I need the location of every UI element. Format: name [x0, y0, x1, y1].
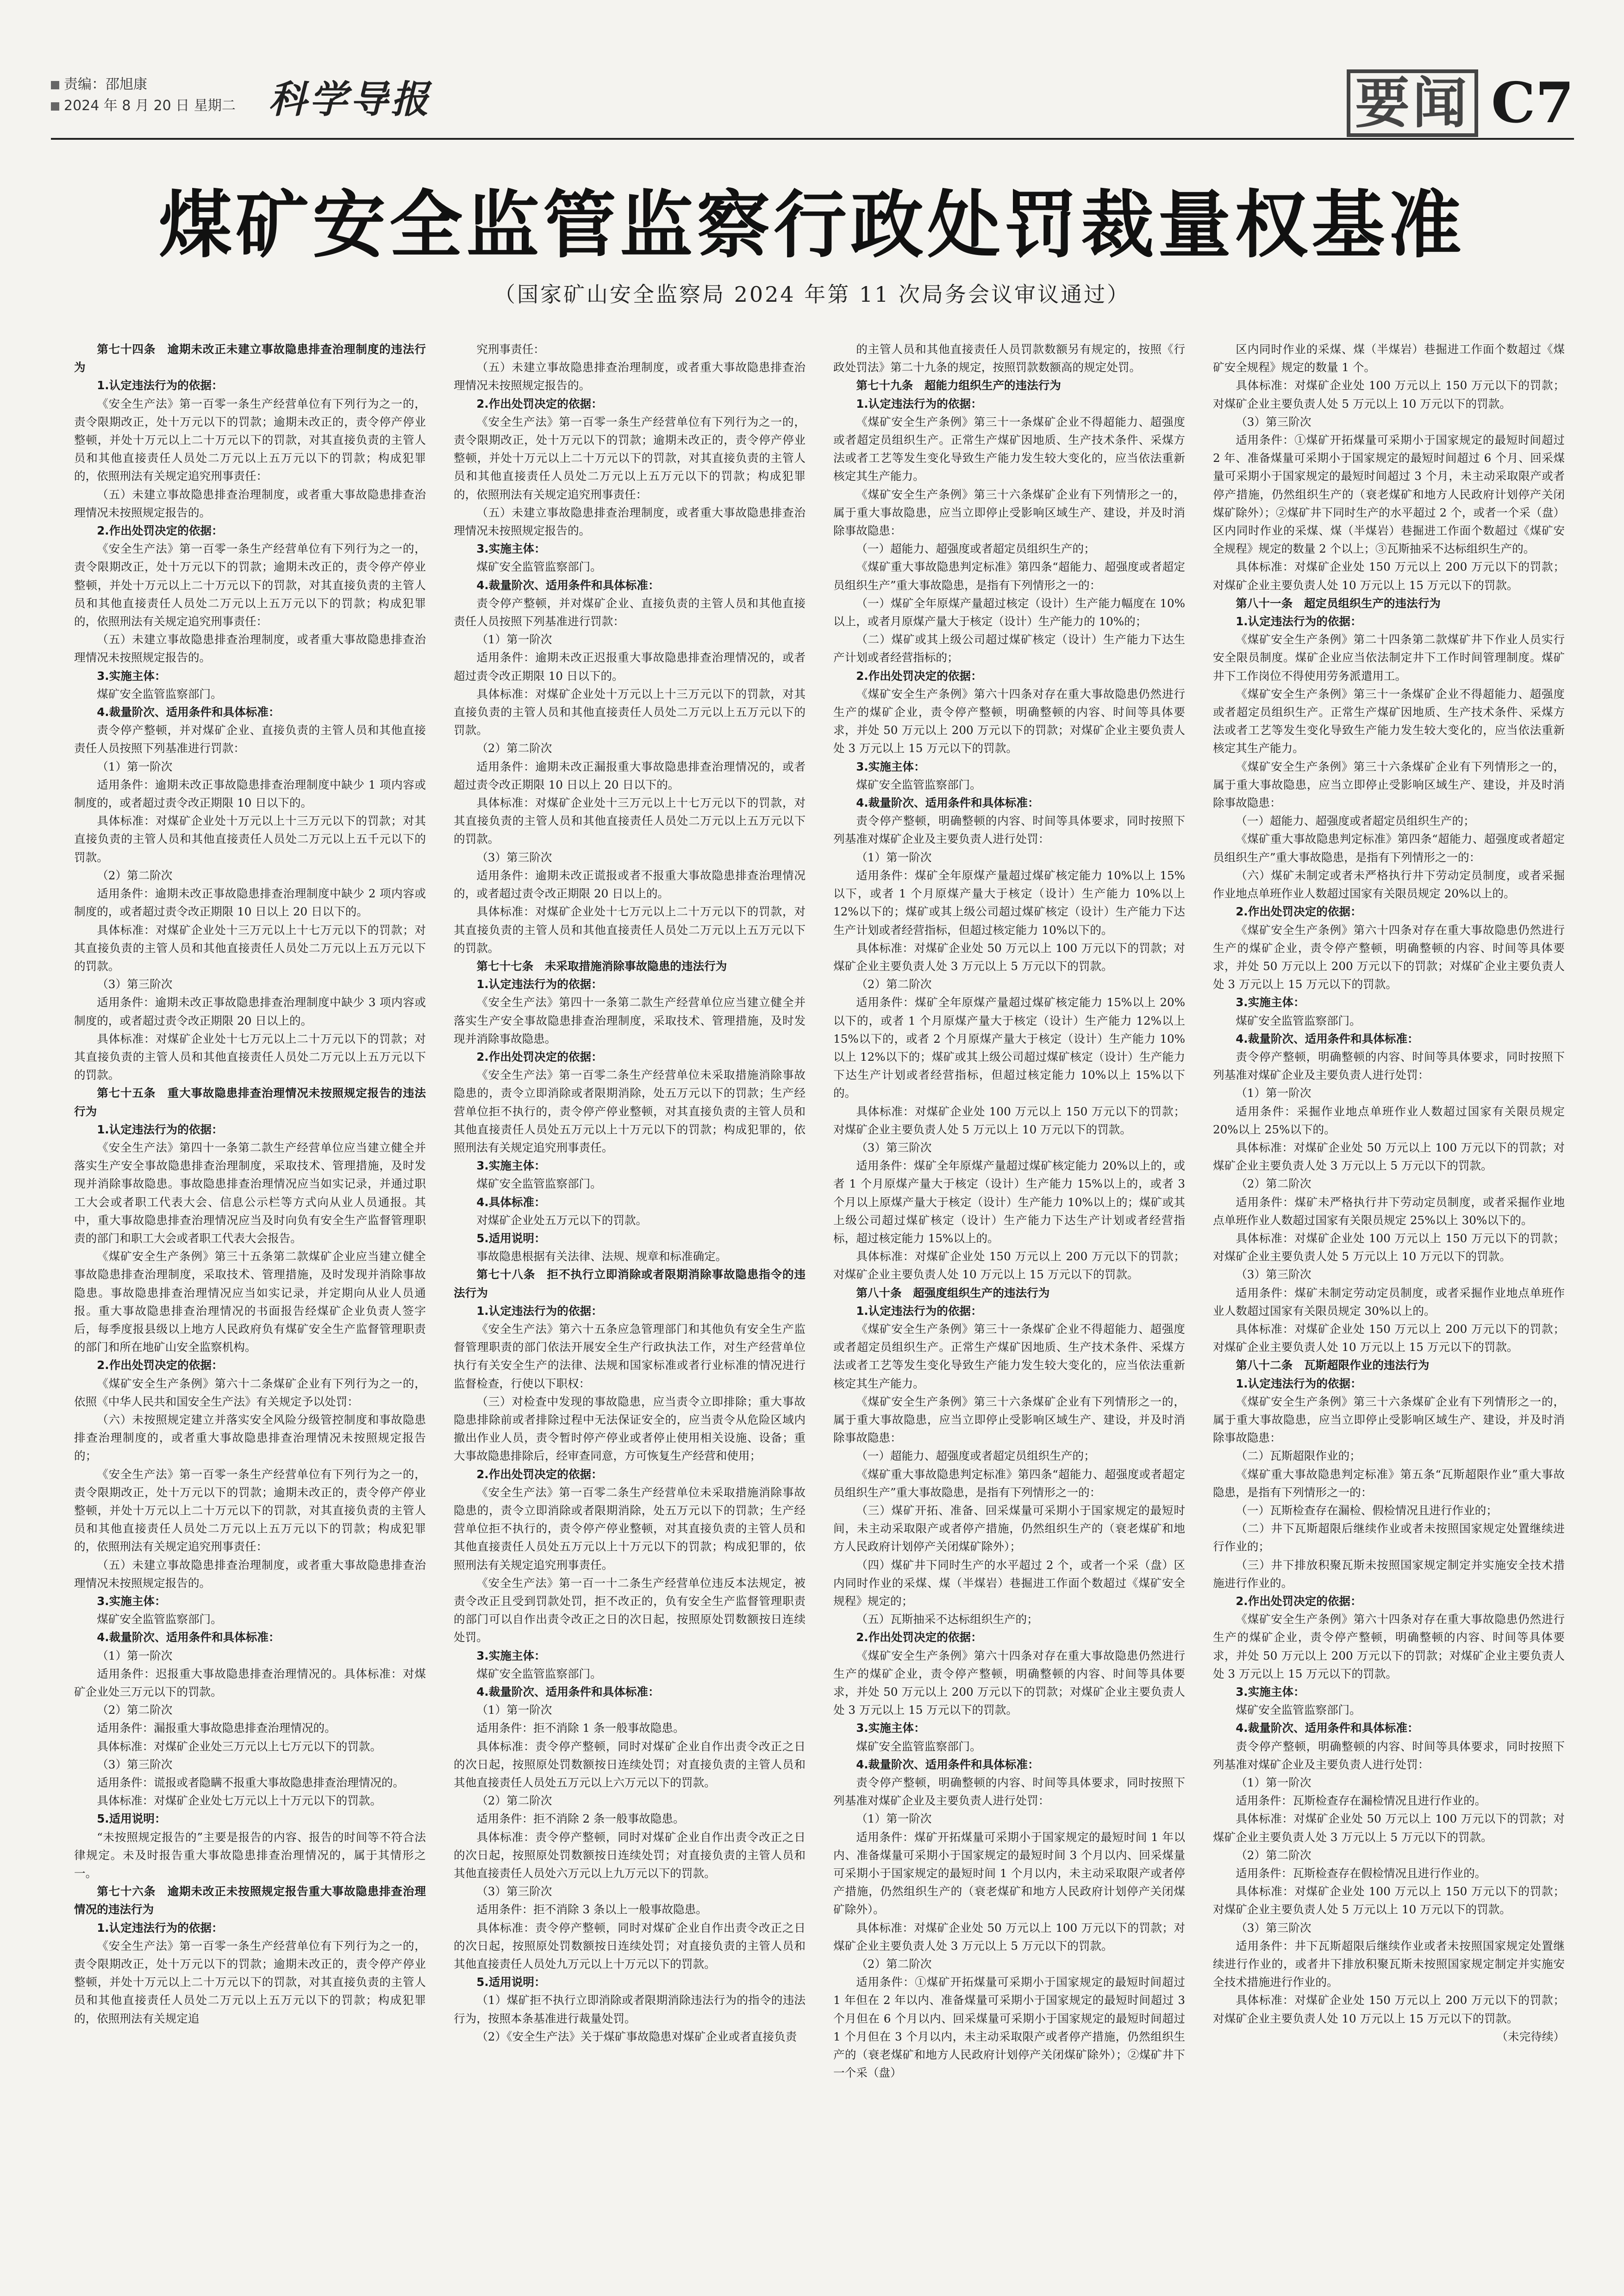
body-paragraph: 事故隐患根据有关法律、法规、规章和标准确定。: [476, 1250, 727, 1263]
body-paragraph: 《煤矿安全生产条例》第三十一条煤矿企业不得超能力、超强度或者超定员组织生产。正常生产煤矿因地质、生产技术条件、采煤方法或者工艺等发生变化导致生产能力发生较大变化的，应当依法重新核定其生产能力。: [833, 1322, 1185, 1390]
body-paragraph: （1）第一阶次: [97, 1649, 173, 1662]
body-paragraph: （1）第一阶次: [856, 1812, 932, 1826]
clause-subheading: 4.裁量阶次、适用条件和具体标准：: [856, 1757, 1039, 1771]
body-paragraph: 适用条件：井下瓦斯超限后继续作业或者未按照国家规定处置继续进行作业的，或者井下排放积聚瓦斯未按照国家规定制定并实施安全技术措施进行作业的。: [1213, 1939, 1565, 1989]
body-paragraph: （2）第二阶次: [476, 741, 552, 755]
body-paragraph: （1）第一阶次: [476, 633, 552, 647]
article-heading: 第八十一条 超定员组织生产的违法行为: [1236, 596, 1441, 610]
body-paragraph: 适用条件：煤矿未制定劳动定员制度，或者采掘作业地点单班作业人数超过国家有关限员规定 30%以上的。: [1213, 1286, 1565, 1318]
clause-subheading: 3.实施主体：: [856, 759, 925, 773]
clause-subheading: 3.实施主体：: [476, 1159, 546, 1173]
clause-subheading: 5.适用说明：: [476, 1975, 546, 1989]
body-paragraph: 具体标准：责令停产整顿，同时对煤矿企业自作出责令改正之日的次日起，按照原处罚数额按日连续处罚；对直接负责的主管人员和其他直接责任人员处五万元以上六万元以下的罚款。: [454, 1739, 806, 1790]
body-paragraph: （五）未建立事故隐患排查治理制度，或者重大事故隐患排查治理情况未按照规定报告的。: [74, 1558, 426, 1590]
article-body: [74, 340, 1565, 2265]
date-line: [51, 95, 236, 117]
body-paragraph: 具体标准：对煤矿企业处 100 万元以上 150 万元以下的罚款；对煤矿企业主要负责人处 5 万元以上 10 万元以下的罚款。: [1213, 1231, 1565, 1263]
body-paragraph: 责令停产整顿，明确整顿的内容、时间等具体要求，同时按照下列基准对煤矿企业及主要负责人进行处罚：: [833, 1776, 1185, 1808]
body-paragraph: （五）瓦斯抽采不达标组织生产的；: [856, 1612, 1038, 1626]
body-paragraph: （2）第二阶次: [97, 868, 173, 882]
body-paragraph: 具体标准：对煤矿企业处十七万元以上二十万元以下的罚款，对其直接负责的主管人员和其他直接责任人员处二万元以上五万元以下的罚款。: [454, 905, 806, 955]
body-paragraph: （二）煤矿或其上级公司超过煤矿核定（设计）生产能力下达生产计划或者经营指标的；: [833, 633, 1185, 665]
date-text: 2024 年 8 月 20 日 星期二: [64, 98, 236, 114]
article-subtitle: （国家矿山安全监察局 2024 年第 11 次局务会议审议通过）: [493, 282, 1131, 307]
body-paragraph: 对煤矿企业处五万元以下的罚款。: [476, 1213, 648, 1227]
clause-subheading: 2.作出处罚决定的依据：: [856, 1630, 982, 1644]
clause-subheading: 1.认定违法行为的依据：: [1236, 1376, 1362, 1390]
body-paragraph: （1）第一阶次: [1236, 1776, 1312, 1790]
body-paragraph: 具体标准：对煤矿企业处十万元以上十三万元以下的罚款，对其直接负责的主管人员和其他直接责任人员处二万元以上五万元以下的罚款。: [454, 687, 806, 737]
body-paragraph: 《安全生产法》第一百零一条生产经营单位有下列行为之一的，责令限期改正，处十万元以下的罚款；逾期未改正的，责令停产停业整顿，并处十万元以上二十万元以下的罚款，对其直接负责的主管人员和其他直接责任人员处二万元以上五万元以下的罚款；构成犯罪的，依照刑法有关规定追究刑事责任：: [74, 1467, 426, 1554]
body-paragraph: 适用条件：采掘作业地点单班作业人数超过国家有关限员规定 20%以上 25%以下的。: [1213, 1104, 1565, 1136]
clause-subheading: 4.裁量阶次、适用条件和具体标准：: [97, 1630, 280, 1644]
body-paragraph: （一）超能力、超强度或者超定员组织生产的；: [1236, 814, 1475, 828]
clause-subheading: 4.裁量阶次、适用条件和具体标准：: [1236, 1721, 1419, 1735]
clause-subheading: 1.认定违法行为的依据：: [856, 1304, 982, 1318]
body-paragraph: 《安全生产法》第一百零二条生产经营单位未采取措施消除事故隐患的，责令立即消除或者限期消除，处五万元以下的罚款；生产经营单位拒不执行的，责令停产停业整顿，对其直接负责的主管人员和其他直接责任人员处五万元以上十万元以下的罚款；构成犯罪的，依照刑法有关规定追究刑事责任。: [454, 1485, 806, 1572]
body-paragraph: （3）第三阶次: [97, 1757, 173, 1771]
article-heading: 第七十七条 未采取措施消除事故隐患的违法行为: [476, 959, 727, 973]
body-paragraph: 《安全生产法》第一百零一条生产经营单位有下列行为之一的，责令限期改正，处十万元以下的罚款；逾期未改正的，责令停产停业整顿，并处十万元以上二十万元以下的罚款，对其直接负责的主管人员和其他直接责任人员处二万元以上五万元以下的罚款；构成犯罪的，依照刑法有关规定追究刑事责任：: [454, 415, 806, 501]
body-paragraph: 煤矿安全监管监察部门。: [1236, 1703, 1361, 1717]
body-paragraph: 具体标准：对煤矿企业处 150 万元以上 200 万元以下的罚款；对煤矿企业主要负责人处 10 万元以上 15 万元以下的罚款。: [1213, 1993, 1565, 2025]
body-paragraph: 适用条件：①煤矿开拓煤量可采期小于国家规定的最短时间超过 2 年、准备煤量可采期小于国家规定的最短时间超过 6 个月、回采煤量可采期小于国家规定的最短时间超过 3 个月，未主动采取限产或者停产措施，仍然组织生产的（衰老煤矿和地方人民政府计划停产关闭煤矿除外）；②煤矿井下同时生产的水平超过 2 个，或者一个采（盘）区内同时作业的采煤、煤（半煤岩）巷掘进工作面个数超过《煤矿安全规程》规定的数量 2 个以上；③瓦斯抽采不达标组织生产的。: [1213, 433, 1565, 556]
body-paragraph: 具体标准：对煤矿企业处 150 万元以上 200 万元以下的罚款；对煤矿企业主要负责人处 10 万元以上 15 万元以下的罚款。: [1213, 1322, 1565, 1354]
clause-subheading: 2.作出处罚决定的依据：: [476, 1467, 603, 1481]
body-paragraph: （五）未建立事故隐患排查治理制度，或者重大事故隐患排查治理情况未按照规定报告的。: [454, 505, 806, 538]
page-header: [51, 69, 1574, 139]
body-paragraph: 责令停产整顿，并对煤矿企业、直接负责的主管人员和其他直接责任人员按照下列基准进行罚款：: [74, 723, 426, 755]
body-paragraph: 《煤矿安全生产条例》第三十一条煤矿企业不得超能力、超强度或者超定员组织生产。正常生产煤矿因地质、生产技术条件、采煤方法或者工艺等发生变化导致生产能力发生较大变化的，应当依法重新核定其生产能力。: [833, 415, 1185, 483]
article-heading: 第八十二条 瓦斯超限作业的违法行为: [1236, 1358, 1430, 1372]
body-paragraph: 具体标准：对煤矿企业处 100 万元以上 150 万元以下的罚款；对煤矿企业主要负责人处 5 万元以上 10 万元以下的罚款。: [833, 1104, 1185, 1136]
body-paragraph: 具体标准：对煤矿企业处 50 万元以上 100 万元以下的罚款；对煤矿企业主要负责人处 3 万元以上 5 万元以下的罚款。: [833, 941, 1185, 973]
body-paragraph: 具体标准：对煤矿企业处七万元以上十万元以下的罚款。: [97, 1794, 382, 1808]
body-paragraph: 具体标准：对煤矿企业处十三万元以上十七万元以下的罚款，对其直接负责的主管人员和其他直接责任人员处二万元以上五万元以下的罚款。: [454, 796, 806, 846]
body-paragraph: 《煤矿安全生产条例》第二十四条第二款煤矿井下作业人员实行安全限员制度。煤矿企业应当依法制定井下工作时间管理制度。煤矿井下工作岗位不得使用劳务派遣用工。: [1213, 633, 1565, 683]
body-paragraph: 《煤矿安全生产条例》第六十二条煤矿企业有下列行为之一的，依照《中华人民共和国安全生产法》有关规定予以处罚：: [74, 1376, 426, 1408]
body-paragraph: 具体标准：对煤矿企业处 150 万元以上 200 万元以下的罚款；对煤矿企业主要负责人处 10 万元以上 15 万元以下的罚款。: [1213, 560, 1565, 592]
body-paragraph: 《煤矿安全生产条例》第三十六条煤矿企业有下列情形之一的，属于重大事故隐患，应当立即停止受影响区域生产、建设，并及时消除事故隐患：: [833, 1394, 1185, 1445]
body-paragraph: （三）对检查中发现的事故隐患，应当责令立即排除；重大事故隐患排除前或者排除过程中无法保证安全的，应当责令从危险区域内撤出作业人员，责令暂时停产停业或者停止使用相关设施、设备；重大事故隐患排除后，经审查同意，方可恢复生产经营和使用；: [454, 1394, 806, 1463]
article-heading: 第七十九条 超能力组织生产的违法行为: [856, 379, 1061, 392]
body-paragraph: （1）第一阶次: [476, 1703, 552, 1717]
body-paragraph: 具体标准：对煤矿企业处 100 万元以上 150 万元以下的罚款；对煤矿企业主要负责人处 5 万元以上 10 万元以下的罚款。: [1213, 1885, 1565, 1916]
clause-subheading: 3.实施主体：: [97, 1594, 166, 1608]
body-paragraph: （二）井下瓦斯超限后继续作业或者未按照国家规定处置继续进行作业的；: [1213, 1522, 1565, 1554]
clause-subheading: 4.裁量阶次、适用条件和具体标准：: [856, 796, 1039, 810]
body-paragraph: 《煤矿安全生产条例》第六十四条对存在重大事故隐患仍然进行生产的煤矿企业，责令停产整顿，明确整顿的内容、时间等具体要求，并处 50 万元以上 200 万元以下的罚款；对煤矿企业主要负责人处 3 万元以上 15 万元以下的罚款。: [1213, 1612, 1565, 1680]
body-paragraph: 具体标准：对煤矿企业处三万元以上七万元以下的罚款。: [97, 1739, 382, 1753]
body-paragraph: 煤矿安全监管监察部门。: [476, 560, 602, 574]
clause-subheading: 1.认定违法行为的依据：: [1236, 615, 1362, 628]
body-paragraph: 《安全生产法》第四十一条第二款生产经营单位应当建立健全并落实生产安全事故隐患排查治理制度，采取技术、管理措施，及时发现并消除事故隐患。: [454, 996, 806, 1045]
article-heading: 第七十四条 逾期未改正未建立事故隐患排查治理制度的违法行为: [74, 342, 426, 374]
body-paragraph: 煤矿安全监管监察部门。: [476, 1667, 602, 1680]
clause-subheading: 3.实施主体：: [856, 1721, 925, 1735]
clause-subheading: 1.认定违法行为的依据：: [856, 397, 982, 411]
body-paragraph: （一）超能力、超强度或者超定员组织生产的；: [856, 1449, 1095, 1463]
body-paragraph: 适用条件：逾期未改正漏报重大事故隐患排查治理情况的，或者超过责令改正期限 10 日以上 20 日以下的。: [454, 759, 806, 791]
clause-subheading: 4.具体标准：: [476, 1195, 546, 1209]
body-paragraph: （五）未建立事故隐患排查治理制度，或者重大事故隐患排查治理情况未按照规定报告的。: [74, 633, 426, 665]
continued-note: （未完待续）: [1496, 2029, 1565, 2043]
clause-subheading: 4.裁量阶次、适用条件和具体标准：: [1236, 1032, 1419, 1045]
body-paragraph: 煤矿安全监管监察部门。: [97, 1612, 222, 1626]
clause-subheading: 2.作出处罚决定的依据：: [97, 524, 223, 538]
clause-subheading: 5.适用说明：: [476, 1231, 546, 1245]
body-paragraph: 《煤矿安全生产条例》第六十四条对存在重大事故隐患仍然进行生产的煤矿企业，责令停产整顿，明确整顿的内容、时间等具体要求，并处 50 万元以上 200 万元以下的罚款；对煤矿企业主要负责人处 3 万元以上 15 万元以下的罚款。: [833, 687, 1185, 755]
body-paragraph: 适用条件：谎报或者隐瞒不报重大事故隐患排查治理情况的。: [97, 1776, 405, 1790]
clause-subheading: 2.作出处罚决定的依据：: [1236, 905, 1362, 919]
body-paragraph: 《煤矿安全生产条例》第三十六条煤矿企业有下列情形之一的，属于重大事故隐患，应当立即停止受影响区域生产、建设，并及时消除事故隐患：: [1213, 759, 1565, 810]
body-paragraph: 具体标准：责令停产整顿，同时对煤矿企业自作出责令改正之日的次日起，按照原处罚数额按日连续处罚；对直接负责的主管人员和其他直接责任人员处六万元以上九万元以下的罚款。: [454, 1830, 806, 1880]
body-paragraph: （2）第二阶次: [476, 1794, 552, 1808]
body-paragraph: （三）井下排放积聚瓦斯未按照国家规定制定并实施安全技术措施进行作业的。: [1213, 1558, 1565, 1590]
body-paragraph: 的主管人员和其他直接责任人员罚款数额另有规定的，按照《行政处罚法》第二十九条的规定，按照罚款数额高的规定处罚。: [833, 342, 1185, 374]
editor-line: [51, 74, 236, 95]
article-heading: 第七十八条 拒不执行立即消除或者限期消除事故隐患指令的违法行为: [454, 1268, 806, 1300]
body-paragraph: 《煤矿重大事故隐患判定标准》第四条“超能力、超强度或者超定员组织生产”重大事故隐患，是指有下列情形之一的：: [833, 1467, 1185, 1499]
clause-subheading: 3.实施主体：: [97, 669, 166, 683]
body-paragraph: 具体标准：对煤矿企业处 50 万元以上 100 万元以下的罚款；对煤矿企业主要负责人处 3 万元以上 5 万元以下的罚款。: [1213, 1140, 1565, 1173]
body-paragraph: 《安全生产法》第一百一十二条生产经营单位违反本法规定，被责令改正且受到罚款处罚，拒不改正的，负有安全生产监督管理职责的部门可以自作出责令改正之日的次日起，按照原处罚数额按日连续处罚。: [454, 1576, 806, 1644]
column-2: [454, 340, 806, 2265]
body-paragraph: 责令停产整顿，明确整顿的内容、时间等具体要求，同时按照下列基准对煤矿企业及主要负责人进行处罚：: [1213, 1739, 1565, 1771]
body-paragraph: 《煤矿重大事故隐患判定标准》第四条“超能力、超强度或者超定员组织生产”重大事故隐患，是指有下列情形之一的：: [833, 560, 1185, 592]
body-paragraph: （一）超能力、超强度或者超定员组织生产的；: [856, 542, 1095, 556]
body-paragraph: 《煤矿安全生产条例》第六十四条对存在重大事故隐患仍然进行生产的煤矿企业，责令停产整顿，明确整顿的内容、时间等具体要求，并处 50 万元以上 200 万元以下的罚款；对煤矿企业主要负责人处 3 万元以上 15 万元以下的罚款。: [1213, 923, 1565, 991]
clause-subheading: 3.实施主体：: [476, 542, 546, 556]
body-paragraph: 适用条件：逾期未改正谎报或者不报重大事故隐患排查治理情况的，或者超过责令改正期限 20 日以上的。: [454, 868, 806, 901]
body-paragraph: 具体标准：责令停产整顿，同时对煤矿企业自作出责令改正之日的次日起，按照原处罚数额按日连续处罚；对直接负责的主管人员和其他直接责任人员处九万元以上十万元以下的罚款。: [454, 1921, 806, 1971]
body-paragraph: 《煤矿安全生产条例》第三十一条煤矿企业不得超能力、超强度或者超定员组织生产。正常生产煤矿因地质、生产技术条件、采煤方法或者工艺等发生变化导致生产能力发生较大变化的，应当依法重新核定其生产能力。: [1213, 687, 1565, 755]
body-paragraph: 煤矿安全监管监察部门。: [476, 1177, 602, 1191]
square-bullet-icon: [51, 102, 59, 111]
body-paragraph: 适用条件：煤矿全年原煤产量超过煤矿核定能力 10%以上 15%以下，或者 1 个月原煤产量大于核定（设计）生产能力 10%以上 12%以下的；煤矿或其上级公司超过煤矿核定（设计）生产能力下达生产计划或者经营指标，但超过核定能力 10%以下的。: [833, 868, 1185, 937]
body-paragraph: 煤矿安全监管监察部门。: [856, 778, 981, 791]
body-paragraph: 《安全生产法》第一百零一条生产经营单位有下列行为之一的，责令限期改正，处十万元以下的罚款；逾期未改正的，责令停产停业整顿，并处十万元以上二十万元以下的罚款，对其直接负责的主管人员和其他直接责任人员处二万元以上五万元以下的罚款；构成犯罪的，依照刑法有关规定追究刑事责任：: [74, 397, 426, 483]
body-paragraph: 适用条件：逾期未改正事故隐患排查治理制度中缺少 1 项内容或制度的，或者超过责令改正期限 10 日以下的。: [74, 778, 426, 810]
body-paragraph: 适用条件：逾期未改正迟报重大事故隐患排查治理情况的，或者超过责令改正期限 10 日以下的。: [454, 651, 806, 683]
clause-subheading: 5.适用说明：: [97, 1812, 166, 1826]
body-paragraph: 究刑事责任：: [476, 342, 545, 356]
body-paragraph: （六）未按照规定建立并落实安全风险分级管控制度和事故隐患排查治理制度的，或者重大事故隐患排查治理情况未按照规定报告的；: [74, 1412, 426, 1463]
body-paragraph: （2）第二阶次: [1236, 1848, 1312, 1862]
body-paragraph: 《安全生产法》第四十一条第二款生产经营单位应当建立健全并落实生产安全事故隐患排查治理制度，采取技术、管理措施，及时发现并消除事故隐患。事故隐患排查治理情况应当如实记录，并通过职工大会或者职工代表大会、信息公示栏等方式向从业人员通报。其中，重大事故隐患排查治理情况应当及时向负有安全生产监督管理职责的部门和职工大会或者职工代表大会报告。: [74, 1140, 426, 1245]
body-paragraph: 《安全生产法》第一百零二条生产经营单位未采取措施消除事故隐患的，责令立即消除或者限期消除，处五万元以下的罚款；生产经营单位拒不执行的，责令停产停业整顿，对其直接负责的主管人员和其他直接责任人员处五万元以上十万元以下的罚款；构成犯罪的，依照刑法有关规定追究刑事责任。: [454, 1068, 806, 1154]
column-4: [1213, 340, 1565, 2265]
clause-subheading: 1.认定违法行为的依据：: [97, 379, 223, 392]
body-paragraph: 《煤矿重大事故隐患判定标准》第四条“超能力、超强度或者超定员组织生产”重大事故隐患，是指有下列情形之一的：: [1213, 832, 1565, 864]
body-paragraph: 适用条件：迟报重大事故隐患排查治理情况的。具体标准：对煤矿企业处三万元以下的罚款。: [74, 1667, 426, 1699]
body-paragraph: 《安全生产法》第一百零一条生产经营单位有下列行为之一的，责令限期改正，处十万元以下的罚款；逾期未改正的，责令停产停业整顿，并处十万元以上二十万元以下的罚款，对其直接负责的主管人员和其他直接责任人员处二万元以上五万元以下的罚款；构成犯罪的，依照刑法有关规定追: [74, 1939, 426, 2025]
clause-subheading: 1.认定违法行为的依据：: [476, 1304, 603, 1318]
article-title: 煤矿安全监管监察行政处罚裁量权基准: [159, 183, 1465, 268]
clause-subheading: 1.认定违法行为的依据：: [476, 977, 603, 991]
clause-subheading: 2.作出处罚决定的依据：: [476, 397, 603, 411]
body-paragraph: 《煤矿安全生产条例》第三十五条第二款煤矿企业应当建立健全事故隐患排查治理制度，采取技术、管理措施，及时发现并消除事故隐患。事故隐患排查治理情况应当如实记录，并定期向从业人员通报。重大事故隐患排查治理情况的书面报告经煤矿企业负责人签字后，每季度报县级以上地方人民政府负有煤矿安全生产监督管理职责的部门和所在地矿山安全监察机构。: [74, 1250, 426, 1354]
body-paragraph: 《安全生产法》第一百零一条生产经营单位有下列行为之一的，责令限期改正，处十万元以下的罚款；逾期未改正的，责令停产停业整顿，并处十万元以上二十万元以下的罚款，对其直接负责的主管人员和其他直接责任人员处二万元以上五万元以下的罚款；构成犯罪的，依照刑法有关规定追究刑事责任：: [74, 542, 426, 628]
body-paragraph: （一）瓦斯检查存在漏检、假检情况且进行作业的；: [1236, 1504, 1498, 1517]
body-paragraph: 适用条件：逾期未改正事故隐患排查治理制度中缺少 2 项内容或制度的，或者超过责令改正期限 10 日以上 20 日以下的。: [74, 887, 426, 919]
body-paragraph: （二）瓦斯超限作业的；: [1236, 1449, 1361, 1463]
body-paragraph: 煤矿安全监管监察部门。: [97, 687, 222, 701]
body-paragraph: 适用条件：煤矿全年原煤产量超过煤矿核定能力 20%以上的，或者 1 个月原煤产量大于核定（设计）生产能力 15%以上的，或者 3 个月以上原煤产量大于核定（设计）生产能力 10%以上的；煤矿或其上级公司超过煤矿核定（设计）生产能力下达生产计划或者经营指标，超过核定能力 15%以上的。: [833, 1159, 1185, 1245]
body-paragraph: 责令停产整顿，明确整顿的内容、时间等具体要求，同时按照下列基准对煤矿企业及主要负责人进行处罚：: [833, 814, 1185, 846]
clause-subheading: 2.作出处罚决定的依据：: [476, 1050, 603, 1064]
body-paragraph: 《安全生产法》第六十五条应急管理部门和其他负有安全生产监督管理职责的部门依法开展安全生产行政执法工作，对生产经营单位执行有关安全生产的法律、法规和国家标准或者行业标准的情况进行监督检查，行使以下职权：: [454, 1322, 806, 1390]
body-paragraph: （3）第三阶次: [1236, 1921, 1312, 1935]
body-paragraph: 适用条件：逾期未改正事故隐患排查治理制度中缺少 3 项内容或制度的，或者超过责令改正期限 20 日以上的。: [74, 996, 426, 1027]
clause-subheading: 2.作出处罚决定的依据：: [97, 1358, 223, 1372]
body-paragraph: （2）第二阶次: [97, 1703, 173, 1717]
body-paragraph: 适用条件：拒不消除 1 条一般事故隐患。: [476, 1721, 685, 1735]
section-indicator: [1347, 69, 1574, 137]
body-paragraph: （三）煤矿开拓、准备、回采煤量可采期小于国家规定的最短时间，未主动采取限产或者停产措施，仍然组织生产的（衰老煤矿和地方人民政府计划停产关闭煤矿除外）；: [833, 1504, 1185, 1554]
body-paragraph: 具体标准：对煤矿企业处 150 万元以上 200 万元以下的罚款；对煤矿企业主要负责人处 10 万元以上 15 万元以下的罚款。: [833, 1250, 1185, 1282]
body-paragraph: （1）第一阶次: [856, 850, 932, 864]
body-paragraph: 区内同时作业的采煤、煤（半煤岩）巷掘进工作面个数超过《煤矿安全规程》规定的数量 1 个。: [1213, 342, 1565, 374]
body-paragraph: 具体标准：对煤矿企业处 100 万元以上 150 万元以下的罚款；对煤矿企业主要负责人处 5 万元以上 10 万元以下的罚款。: [1213, 379, 1565, 411]
clause-subheading: 4.裁量阶次、适用条件和具体标准：: [476, 1685, 660, 1699]
body-paragraph: 具体标准：对煤矿企业处十七万元以上二十万元以下的罚款；对其直接负责的主管人员和其他直接责任人员处二万元以上五万元以下的罚款。: [74, 1032, 426, 1082]
body-paragraph: 适用条件：煤矿开拓煤量可采期小于国家规定的最短时间 1 年以内、准备煤量可采期小于国家规定的最短时间 3 个月以内、回采煤量可采期小于国家规定的最短时间 1 个月以内，未主动采取限产或者停产措施，仍然组织生产的（衰老煤矿和地方人民政府计划停产关闭煤矿除外）。: [833, 1830, 1185, 1916]
body-paragraph: （1）煤矿拒不执行立即消除或者限期消除违法行为的指令的违法行为，按照本条基准进行裁量处罚。: [454, 1993, 806, 2025]
body-paragraph: （2）第二阶次: [1236, 1177, 1312, 1191]
body-paragraph: 具体标准：对煤矿企业处十三万元以上十七万元以下的罚款；对其直接负责的主管人员和其他直接责任人员处二万元以上五万元以下的罚款。: [74, 923, 426, 973]
body-paragraph: 《煤矿重大事故隐患判定标准》第五条“瓦斯超限作业”重大事故隐患，是指有下列情形之一的：: [1213, 1467, 1565, 1499]
page-number: C7: [1491, 70, 1574, 136]
column-1: [74, 340, 426, 2265]
clause-subheading: 2.作出处罚决定的依据：: [856, 669, 982, 683]
header-rule: [51, 138, 1574, 140]
body-paragraph: （2）《安全生产法》关于煤矿事故隐患对煤矿企业或者直接负责: [476, 2029, 797, 2043]
body-paragraph: 适用条件：拒不消除 3 条以上一般事故隐患。: [476, 1903, 707, 1916]
clause-subheading: 3.实施主体：: [1236, 1685, 1305, 1699]
article-heading: 第八十条 超强度组织生产的违法行为: [856, 1286, 1050, 1300]
body-paragraph: “未按照规定报告的”主要是报告的内容、报告的时间等不符合法律规定。未及时报告重大事故隐患排查治理情况的，属于其情形之一。: [74, 1830, 426, 1880]
clause-subheading: 1.认定违法行为的依据：: [97, 1921, 223, 1935]
body-paragraph: 适用条件：瓦斯检查存在假检情况且进行作业的。: [1236, 1867, 1487, 1880]
column-3: [833, 340, 1185, 2265]
body-paragraph: （1）第一阶次: [97, 759, 173, 773]
body-paragraph: 适用条件：煤矿全年原煤产量超过煤矿核定能力 15%以上 20%以下的，或者 1 个月原煤产量大于核定（设计）生产能力 12%以上 15%以下的，或者 2 个月原煤产量大于核定（设计）生产能力 10%以上 12%以下的；煤矿或其上级公司超过煤矿核定（设计）生产能力下达生产计划或者经营指标，但超过核定能力 10%以上 15%以下的。: [833, 996, 1185, 1100]
square-bullet-icon: [51, 81, 59, 89]
clause-subheading: 2.作出处罚决定的依据：: [1236, 1594, 1362, 1608]
article-heading: 第七十六条 逾期未改正未按照规定报告重大事故隐患排查治理情况的违法行为: [74, 1885, 426, 1916]
body-paragraph: 煤矿安全监管监察部门。: [1236, 1014, 1361, 1027]
body-paragraph: 具体标准：对煤矿企业处 50 万元以上 100 万元以下的罚款；对煤矿企业主要负责人处 3 万元以上 5 万元以下的罚款。: [833, 1921, 1185, 1953]
body-paragraph: 适用条件：瓦斯检查存在漏检情况且进行作业的。: [1236, 1794, 1487, 1808]
body-paragraph: （3）第三阶次: [476, 1885, 552, 1898]
body-paragraph: 《煤矿安全生产条例》第三十六条煤矿企业有下列情形之一的，属于重大事故隐患，应当立即停止受影响区域生产、建设，并及时消除事故隐患：: [833, 487, 1185, 538]
body-paragraph: 具体标准：对煤矿企业处十万元以上十三万元以下的罚款；对其直接负责的主管人员和其他直接责任人员处二万元以上五千元以下的罚款。: [74, 814, 426, 864]
body-paragraph: （2）第二阶次: [856, 1957, 932, 1971]
body-paragraph: （2）第二阶次: [856, 977, 932, 991]
clause-subheading: 3.实施主体：: [476, 1649, 546, 1662]
body-paragraph: （3）第三阶次: [97, 977, 173, 991]
section-name: 要闻: [1347, 69, 1478, 137]
body-paragraph: 适用条件：漏报重大事故隐患排查治理情况的。: [97, 1721, 336, 1735]
clause-subheading: 3.实施主体：: [1236, 996, 1305, 1009]
body-paragraph: （3）第三阶次: [476, 850, 552, 864]
clause-subheading: 4.裁量阶次、适用条件和具体标准：: [476, 578, 660, 592]
body-paragraph: 煤矿安全监管监察部门。: [856, 1739, 981, 1753]
body-paragraph: （3）第三阶次: [1236, 415, 1312, 429]
body-paragraph: 责令停产整顿，并对煤矿企业、直接负责的主管人员和其他直接责任人员按照下列基准进行罚款：: [454, 596, 806, 628]
clause-subheading: 1.认定违法行为的依据：: [97, 1122, 223, 1136]
body-paragraph: 适用条件：①煤矿开拓煤量可采期小于国家规定的最短时间超过 1 年但在 2 年以内、准备煤量可采期小于国家规定的最短时间超过 3 个月但在 6 个月以内、回采煤量可采期小于国家规定的最短时间超过 1 个月但在 3 个月以内，未主动采取限产或者停产措施，仍然组织生产的（衰老煤矿和地方人民政府计划停产关闭煤矿除外）；②煤矿井下一个采（盘）: [833, 1975, 1185, 2080]
body-paragraph: （六）煤矿未制定或者未严格执行井下劳动定员制度，或者采掘作业地点单班作业人数超过国家有关限员规定 20%以上的。: [1213, 868, 1565, 901]
article-heading: 第七十五条 重大事故隐患排查治理情况未按照规定报告的违法行为: [74, 1086, 426, 1118]
body-paragraph: 具体标准：对煤矿企业处 50 万元以上 100 万元以下的罚款；对煤矿企业主要负责人处 3 万元以上 5 万元以下的罚款。: [1213, 1812, 1565, 1844]
body-paragraph: （1）第一阶次: [1236, 1086, 1312, 1100]
body-paragraph: 《煤矿安全生产条例》第三十六条煤矿企业有下列情形之一的，属于重大事故隐患，应当立即停止受影响区域生产、建设，并及时消除事故隐患：: [1213, 1394, 1565, 1445]
body-paragraph: 适用条件：煤矿未严格执行井下劳动定员制度，或者采掘作业地点单班作业人数超过国家有关限员规定 25%以上 30%以下的。: [1213, 1195, 1565, 1227]
page-meta: [51, 74, 236, 117]
body-paragraph: （3）第三阶次: [856, 1140, 932, 1154]
body-paragraph: 适用条件：拒不消除 2 条一般事故隐患。: [476, 1812, 685, 1826]
body-paragraph: 责令停产整顿，明确整顿的内容、时间等具体要求，同时按照下列基准对煤矿企业及主要负责人进行处罚：: [1213, 1050, 1565, 1082]
body-paragraph: 《煤矿安全生产条例》第六十四条对存在重大事故隐患仍然进行生产的煤矿企业，责令停产整顿，明确整顿的内容、时间等具体要求，并处 50 万元以上 200 万元以下的罚款；对煤矿企业主要负责人处 3 万元以上 15 万元以下的罚款。: [833, 1649, 1185, 1717]
body-paragraph: （五）未建立事故隐患排查治理制度，或者重大事故隐患排查治理情况未按照规定报告的。: [454, 361, 806, 392]
clause-subheading: 4.裁量阶次、适用条件和具体标准：: [97, 705, 280, 719]
newspaper-masthead: 科学导报: [269, 77, 431, 122]
body-paragraph: （五）未建立事故隐患排查治理制度，或者重大事故隐患排查治理情况未按照规定报告的。: [74, 487, 426, 519]
body-paragraph: （一）煤矿全年原煤产量超过核定（设计）生产能力幅度在 10%以上，或者月原煤产量大于核定（设计）生产能力的 10%的；: [833, 596, 1185, 628]
body-paragraph: （四）煤矿井下同时生产的水平超过 2 个，或者一个采（盘）区内同时作业的采煤、煤（半煤岩）巷掘进工作面个数超过《煤矿安全规程》规定的；: [833, 1558, 1185, 1608]
body-paragraph: （3）第三阶次: [1236, 1268, 1312, 1282]
editor-text: 责编：邵旭康: [64, 76, 147, 93]
